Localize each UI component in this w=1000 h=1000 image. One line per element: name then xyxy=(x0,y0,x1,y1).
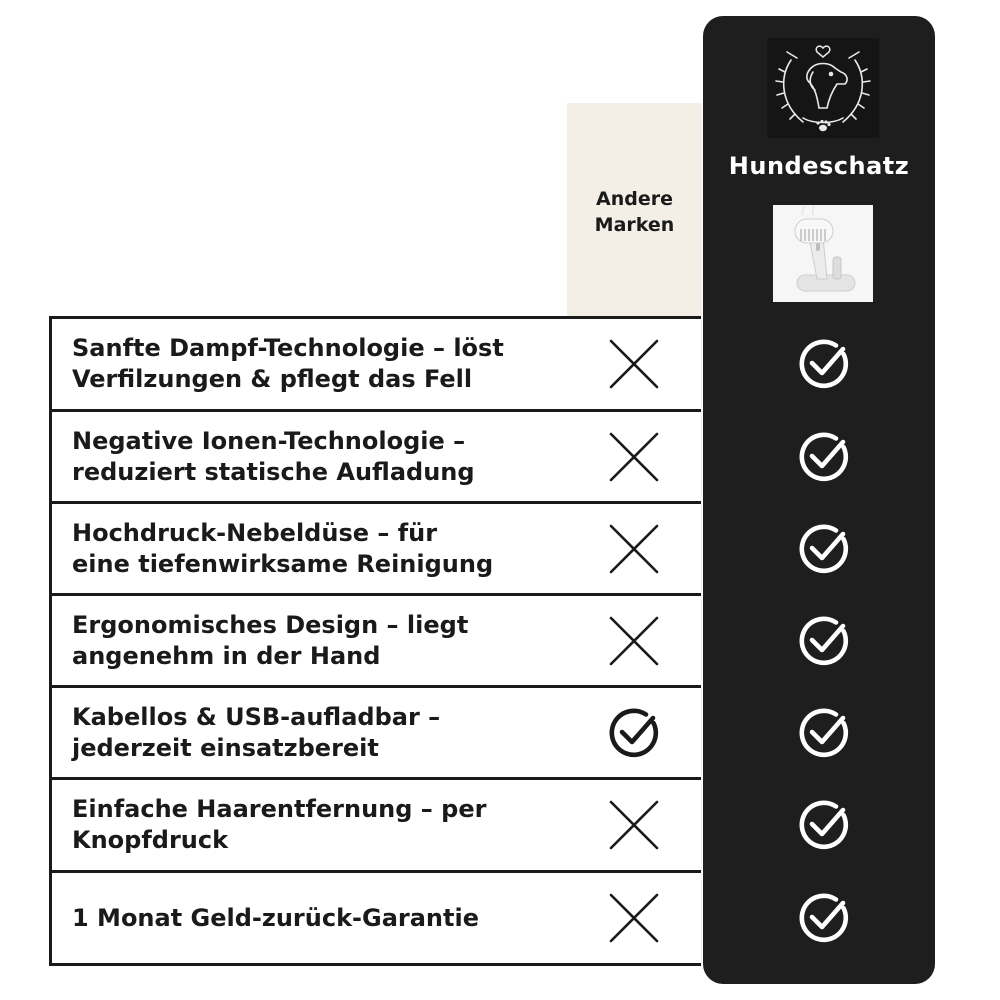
competitor-mark xyxy=(608,892,660,948)
brand-mark xyxy=(797,614,851,672)
brand-mark xyxy=(797,522,851,580)
brand-name: Hundeschatz xyxy=(728,152,910,180)
brand-mark xyxy=(797,706,851,764)
competitor-mark xyxy=(607,706,661,764)
dog-wreath-logo-icon xyxy=(767,38,879,138)
cross-icon xyxy=(608,615,660,667)
feature-label-line-2: reduziert statische Aufladung xyxy=(72,457,475,486)
feature-label-line-1: Einfache Haarentfernung – per xyxy=(72,795,487,823)
check-circle-icon xyxy=(797,706,851,760)
feature-label xyxy=(72,702,552,764)
feature-label-line-1: 1 Monat Geld-zurück-Garantie xyxy=(72,903,479,932)
check-circle-icon xyxy=(797,891,851,945)
cross-icon xyxy=(608,523,660,575)
competitor-heading-line1: Andere xyxy=(596,188,673,210)
competitor-mark xyxy=(608,338,660,394)
feature-label-line-2: angenehm in der Hand xyxy=(72,641,381,670)
check-circle-icon xyxy=(797,430,851,484)
check-circle-icon xyxy=(797,337,851,391)
competitor-heading-line2: Marken xyxy=(594,214,675,236)
feature-label xyxy=(72,794,552,856)
feature-label xyxy=(72,903,552,934)
feature-label-line-1: Sanfte Dampf-Technologie – löst xyxy=(72,334,504,362)
feature-label-line-2: Verfilzungen & pflegt das Fell xyxy=(72,365,473,393)
cross-icon xyxy=(608,892,660,944)
product-image xyxy=(773,205,873,302)
feature-label xyxy=(72,333,552,395)
check-circle-icon xyxy=(797,798,851,852)
feature-label-line-1: Negative Ionen-Technologie – xyxy=(72,426,466,455)
cross-icon xyxy=(608,431,660,483)
brand-logo xyxy=(767,38,879,138)
brand-mark xyxy=(797,891,851,949)
feature-label xyxy=(72,610,552,672)
feature-label-line-1: Ergonomisches Design – liegt xyxy=(72,610,469,639)
feature-label-line-1: Kabellos & USB-aufladbar – xyxy=(72,702,441,731)
cross-icon xyxy=(608,338,660,390)
steam-brush-product-icon xyxy=(773,205,873,302)
feature-label xyxy=(72,426,552,488)
feature-label-line-2: Knopfdruck xyxy=(72,826,229,854)
brand-mark xyxy=(797,430,851,488)
cross-icon xyxy=(608,799,660,851)
check-circle-icon xyxy=(797,522,851,576)
feature-label xyxy=(72,518,552,580)
brand-mark xyxy=(797,798,851,856)
feature-label-line-2: eine tiefenwirksame Reinigung xyxy=(72,549,494,578)
competitor-mark xyxy=(608,523,660,579)
competitor-mark xyxy=(608,431,660,487)
feature-label-line-2: jederzeit einsatzbereit xyxy=(72,733,379,762)
competitor-mark xyxy=(608,615,660,671)
competitor-heading xyxy=(567,186,702,238)
check-circle-icon xyxy=(797,614,851,668)
competitor-mark xyxy=(608,799,660,855)
check-circle-icon xyxy=(607,706,661,760)
brand-mark xyxy=(797,337,851,395)
feature-label-line-1: Hochdruck-Nebeldüse – für xyxy=(72,518,438,547)
